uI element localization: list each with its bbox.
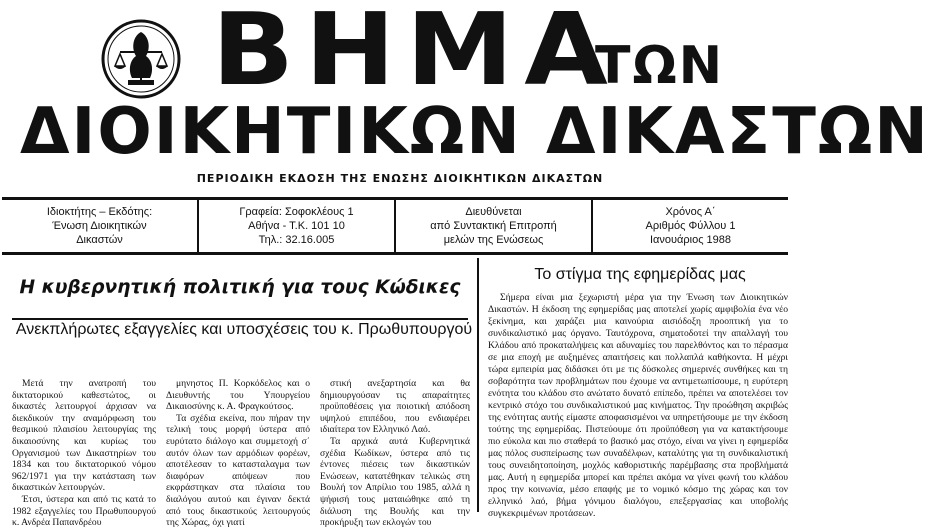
side-article-body: Σήμερα είναι μια ξεχωριστή μέρα για την Ένωση των Διοικητικών Δικαστών. Η έκδοση της εφημερίδας μας αποτελεί χωρίς αμφιβολία ένα νέο ξεκίνημα, και χαράζει μια καινούρια αισιόδοξη προοπτική για το συνδικαλιστικό μας όργανο. Ταυτόχρονα, σηματοδοτεί την απαλλαγή του Κλάδου από προκαταλήψεις και αδυναμίες του παρελθόντος και το πέρασμα σε μια εποχή με αυξημένες απαιτήσεις και πολλαπλά καθήκοντα. Η μέχρι τώρα εμπειρία μας διδάσκει ότι με τις δύσκολες σημερινές συνθήκες και τη σοβαρότητα των προβλημάτων που έχουμε να αντιμετωπίσουμε, η ευρύτερη ενότητα του κλάδου στο ανώτατο δυνατό επίπεδο, πρέπει να αποτελέσει τον κεντρικό στόχο του συνδικαλιστικού μας κινήματος. Την προώθηση ακριβώς της ενότητας αυτής είμαστε αποφασισμένοι να υπηρετήσουμε με την έκδοση τούτης της εφημερίδας. Πιστεύουμε ότι προϋπόθεση για να κατακτήσουμε πιο εύκολα και πιο σταθερά το βασικό μας στόχο, είναι να γίνει η εφημερίδα μας πόλος συσπείρωσης των συναδέλφων, καταλύτης για τη συνδικαλιστική τους συνειδητοποίηση, μοχλός καθοριστικής παρέμβασης στα προβλήματά μας. Αυτή η εφημερίδα μπορεί και πρέπει ακόμα να γίνει φωνή του κλάδου προς την κοινωνία, μέσο επαφής με το νομικό κόσμο της χώρας και τον ελληνικό λαό, βήμα γόνιμου διαλόγου, επεξεργασίας και υποβολής συγκεκριμένων προτάσεων. xyxy=(488,292,788,519)
lead-column-2: μηνηστος Π. Κορκόδελος και ο Διευθυντής του Υπουργείου Δικαιοσύνης κ. Α. Φραγκούτσος. Τα σχέδια εκείνα, που πήραν την τελική τους μορφή ύστερα από ευρύτατο διάλογο και συμμετοχή σ΄ αυτόν όλων των αρμόδιων φορέων, αποτέλεσαν το κατασταλαγμα των διαφόρων απόψεων που εκφράστηκαν στα πλαίσια του διαλόγου αυτού και έγιναν δεκτά από τους δικαστικούς λειτουργούς της Χώρας, όχι γιατί xyxy=(166,378,310,529)
info-issue: Χρόνος Α΄ Αριθμός Φύλλου 1 Ιανουάριος 1988 xyxy=(645,206,736,246)
lead-column-1: Μετά την ανατροπή του δικτατορικού καθεστώτος, οι δικαστές λειτουργοί άρχισαν να διεκδικούν την αναμόρφωση του θεσμικού πλαισίου λειτουργίας της δικαιοσύνης και κυρίως του Οργανισμού των Δικαστηρίων του 1834 και του δικτατορικού νόμου 962/1971 για την κατάσταση των δικαστικών λειτουργών. Έτσι, ύστερα και από τις κατά το 1982 εξαγγελίες του Πρωθυπουργού κ. Ανδρέα Παπανδρέου xyxy=(12,378,156,529)
column-divider xyxy=(477,258,479,512)
info-direction: Διευθύνεται από Συντακτική Επιτροπή μελών της Ενώσεως xyxy=(396,200,593,252)
masthead-title-line2: ΔΙΟΙΚΗΤΙΚΩΝ ΔΙΚΑΣΤΩΝ xyxy=(20,95,930,169)
masthead-title-ton: ΤΩΝ xyxy=(595,36,725,96)
masthead-subtitle: ΠΕΡΙΟΔΙΚΗ ΕΚΔΟΣΗ ΤΗΣ ΕΝΩΣΗΣ ΔΙΟΙΚΗΤΙΚΩΝ ΔΙΚΑΣΤΩΝ xyxy=(196,172,604,185)
lead-column-3: στική ανεξαρτησία και θα δημιουργούσαν τις απαραίτητες προϋποθέσεις για ποιοτική απόδοση υψηλού επιπέδου, που ενδιαφέρει ιδιαίτερα τον Ελληνικό Λαό. Τα αρχικά αυτά Κυβερνητικά σχέδια Κωδίκων, ύστερα από τις έντονες πιέσεις των δικαστικών Ενώσεων, κατατέθηκαν τελικώς στη Βουλή τον Απρίλιο του 1985, αλλά η ψήφισή τους ματαιώθηκε από τη διάλυση της Βουλής και την προκήρυξη των εκλογών του xyxy=(320,378,470,529)
lead-headline: Η κυβερνητική πολιτική για τους Κώδικες xyxy=(19,276,461,298)
lead-subhead: Ανεκπλήρωτες εξαγγελίες και υποσχέσεις του κ. Πρωθυπουργού xyxy=(15,321,473,338)
side-article-title: Το στίγμα της εφημερίδας μας xyxy=(534,266,746,283)
info-offices: Γραφεία: Σοφοκλέους 1 Αθήνα - Τ.Κ. 101 10 Τηλ.: 32.16.005 xyxy=(199,200,396,252)
info-band xyxy=(2,197,788,255)
masthead-title: ΒΗΜΑ xyxy=(211,0,619,108)
justice-scales-seal-icon xyxy=(100,18,182,100)
info-owner: Ιδιοκτήτης – Εκδότης: Ένωση Διοικητικών Δικαστών xyxy=(2,200,199,252)
